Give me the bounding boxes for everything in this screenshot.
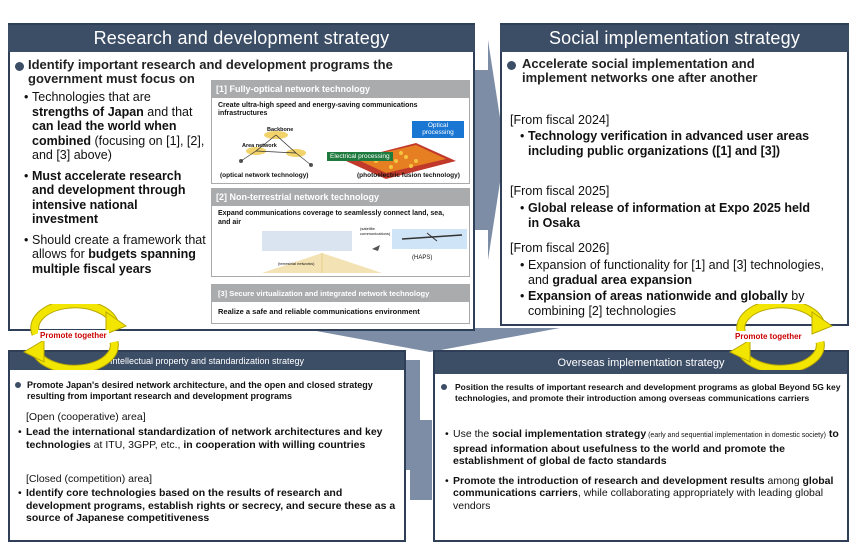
rd-items	[24, 90, 207, 276]
rd-item-2: • Must accelerate research and development through intensive national investment	[24, 169, 207, 227]
rd-item-1: • Technologies that are strengths of Japan and that can lead the world when combined (focusing on [1], [2], and [3] above)	[24, 90, 207, 163]
ip-open-label: [Open (cooperative) area]	[26, 411, 146, 423]
backbone-label: Backbone	[267, 127, 294, 133]
terrestrial-label: (terrestrial networks)	[278, 261, 315, 266]
social-lead-text: Accelerate social implementation and implement networks one after another	[522, 56, 758, 85]
overseas-lead-text: Position the results of important research and development programs as global Beyond 5G key technologies, and promote their introduction among overseas communications carriers	[455, 382, 841, 403]
fiscal-2025-label: [From fiscal 2025]	[510, 184, 610, 198]
haps-label: (HAPS)	[412, 255, 433, 261]
tech-box-1	[211, 80, 470, 184]
tech-box-2-desc: Expand communications coverage to seamlessly connect land, sea, and air	[218, 210, 445, 226]
overseas-lead-bullet	[441, 384, 447, 390]
tech-box-3-desc: Realize a safe and reliable communications environment	[218, 307, 420, 316]
fiscal-2025-item-1: • Global release of information at Expo 2025 held in Osaka	[520, 201, 820, 230]
fiscal-2026-item-1: • Expansion of functionality for [1] and [3] technologies, and gradual area expansion	[520, 258, 842, 287]
overseas-strategy-title: Overseas implementation strategy	[435, 352, 847, 374]
optical-network-tech-caption: (optical network technology)	[220, 172, 309, 179]
ip-open-items	[18, 426, 404, 451]
ip-lead-text: Promote Japan's desired network architecture, and the open and closed strategy resulting from important research and development programs	[27, 380, 373, 401]
ip-strategy-title: Intellectual property and standardization strategy	[10, 352, 404, 370]
ip-lead-bullet	[15, 382, 21, 388]
area-network-label: Area network	[242, 143, 277, 149]
ip-closed-items	[18, 487, 398, 525]
overseas-items	[445, 428, 845, 512]
rd-strategy-title: Research and development strategy	[8, 25, 475, 52]
fiscal-2025-items	[520, 201, 820, 230]
fiscal-2024-label: [From fiscal 2024]	[510, 113, 610, 127]
arrow-down	[300, 328, 560, 352]
rd-item-3: • Should create a framework that allows for budgets spanning multiple fiscal years	[24, 233, 207, 277]
promote-left-label: Promote together	[40, 331, 107, 340]
fiscal-2024-item-1: • Technology verification in advanced user areas including public organizations ([1] and [3])	[520, 129, 840, 158]
ip-closed-label: [Closed (competition) area]	[26, 473, 153, 485]
arrow-into-overseas	[410, 420, 432, 500]
fiscal-2026-label: [From fiscal 2026]	[510, 241, 610, 255]
optical-processing-badge: Optical processing	[412, 121, 464, 138]
promote-right-label: Promote together	[735, 332, 802, 341]
tech-box-3	[211, 284, 470, 324]
ip-open-item: • Lead the international standardization of network architectures and key technologies at ITU, 3GPP, etc., in cooperation with willing countries	[18, 426, 404, 451]
fiscal-2026-item-2: • Expansion of areas nationwide and globally by combining [2] technologies	[520, 289, 842, 318]
photoelectric-tech-caption: (photoelectric fusion technology)	[357, 172, 460, 179]
overseas-item-1: • Use the social implementation strategy (early and sequential implementation in domestic society) to spread information about usefulness to the world and promote the establishment of global de facto standards	[445, 428, 845, 468]
tech-box-2	[211, 188, 470, 277]
fiscal-2024-items	[520, 129, 840, 158]
ip-closed-item: • Identify core technologies based on the results of research and development programs, establish rights or secrecy, and secure these as a source of Japanese competitiveness	[18, 487, 398, 525]
overseas-item-2: • Promote the introduction of research and development results among global communications carriers, while collaborating appropriately with leading global vendors	[445, 475, 845, 513]
social-lead-bullet	[507, 61, 516, 70]
rd-lead-text: Identify important research and development programs the government must focus on	[28, 57, 393, 86]
tech-box-1-title: [1] Fully-optical network technology	[212, 81, 469, 98]
electrical-processing-badge: Electrical processing	[327, 152, 393, 161]
social-strategy-title: Social implementation strategy	[500, 25, 849, 52]
tech-box-3-title: [3] Secure virtualization and integrated network technology	[212, 285, 469, 302]
tech-box-2-title: [2] Non-terrestrial network technology	[212, 189, 469, 206]
satellite-label: (satellite communications)	[360, 226, 391, 236]
rd-lead-bullet	[15, 62, 24, 71]
tech-box-1-desc: Create ultra-high speed and energy-saving communications infrastructures	[218, 102, 418, 117]
